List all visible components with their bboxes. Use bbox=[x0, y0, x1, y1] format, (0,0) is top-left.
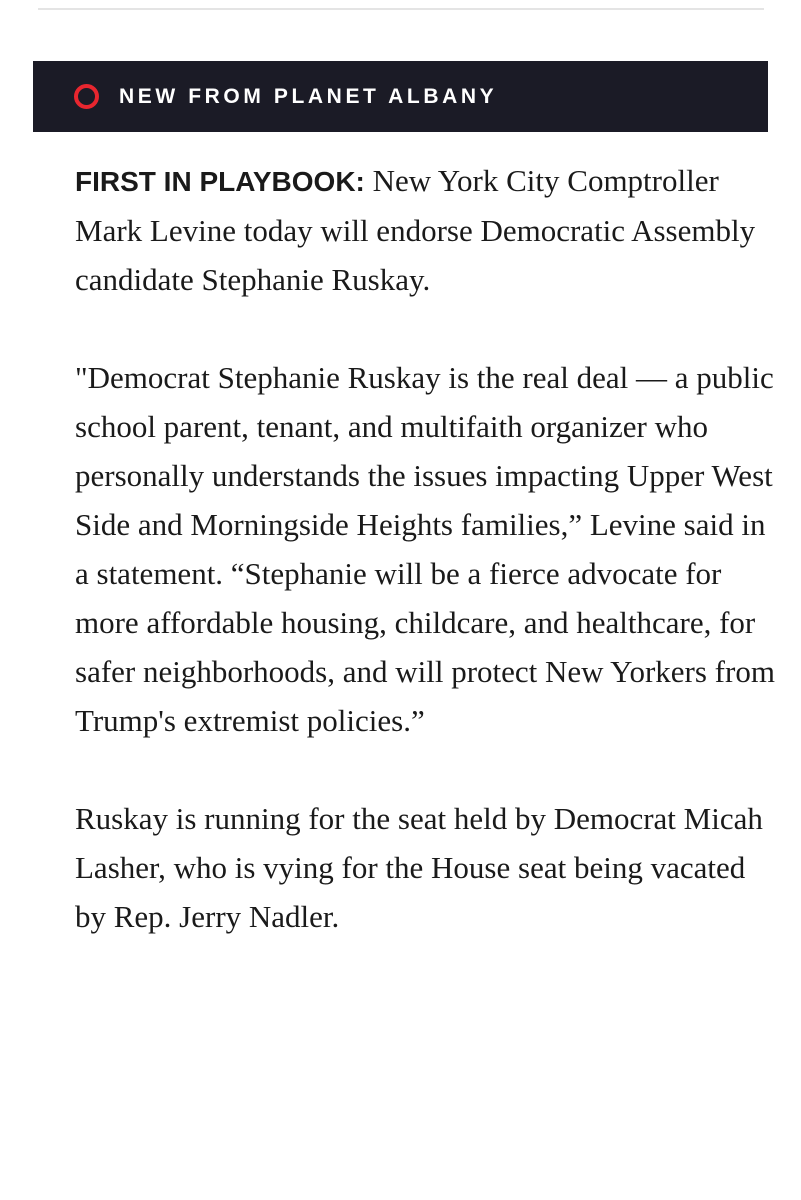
top-divider bbox=[38, 8, 764, 10]
circle-ring-icon bbox=[74, 84, 99, 109]
article-body bbox=[75, 156, 775, 941]
section-title: NEW FROM PLANET ALBANY bbox=[119, 84, 498, 108]
lead-paragraph bbox=[75, 156, 775, 304]
lead-text: New York City Comptroller Mark Levine today will endorse Democratic Assembly candidate Stephanie Ruskay. bbox=[75, 163, 756, 297]
lead-label: FIRST IN PLAYBOOK: bbox=[75, 166, 365, 197]
quote-paragraph: "Democrat Stephanie Ruskay is the real deal — a public school parent, tenant, and multifaith organizer who personally understands the issues impacting Upper West Side and Morningside Heights families,” Levine said in a statement. “Stephanie will be a fierce advocate for more affordable housing, childcare, and healthcare, for safer neighborhoods, and will protect New Yorkers from Trump's extremist policies.” bbox=[75, 360, 775, 738]
closing-paragraph: Ruskay is running for the seat held by Democrat Micah Lasher, who is vying for the House seat being vacated by Rep. Jerry Nadler. bbox=[75, 801, 763, 934]
section-banner bbox=[33, 61, 768, 132]
